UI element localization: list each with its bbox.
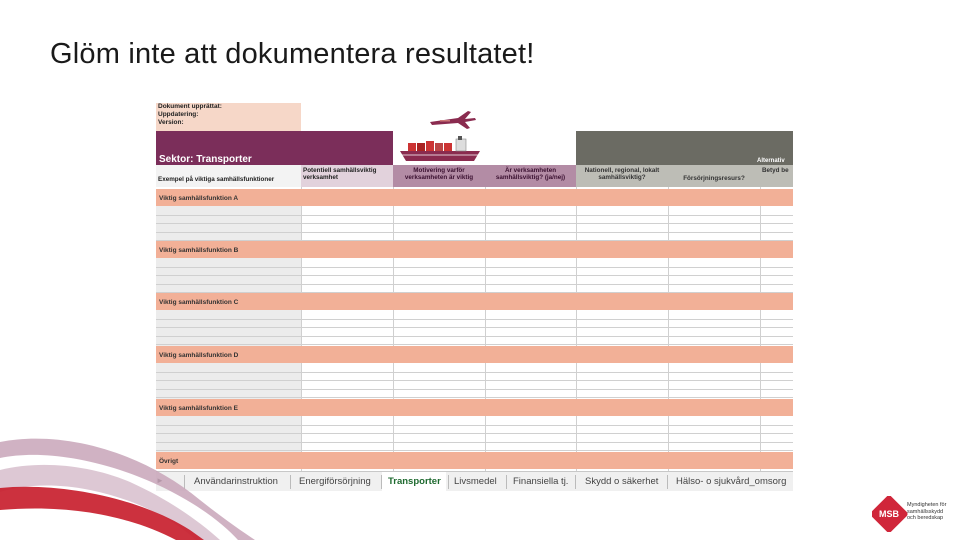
column-header-examples: Exempel på viktiga samhällsfunktioner [156,165,301,187]
grid-row-line [156,336,793,337]
grid-row-line [156,397,793,398]
section-row [156,399,793,416]
grid-first-column [156,363,301,399]
section-row [156,189,793,206]
column-header-supply: Försörjningsresurs? [668,165,760,187]
column-header-level: Nationell, regional, lokalt samhällsviktig? [576,165,668,187]
tab-finansiella[interactable]: Finansiella tj. [513,476,569,487]
grid-row-line [156,319,793,320]
tab-separator [381,475,382,489]
tab-separator [448,475,449,489]
grid-row-line [156,267,793,268]
section-label: Viktig samhällsfunktion D [159,352,239,359]
grid-column-line [760,187,761,471]
grid-column-line [576,187,577,471]
airplane-icon [428,109,478,131]
grid-row-line [156,284,793,285]
logo-agency-name [907,502,946,522]
column-header-is-vital: Är verksamheten samhällsviktig? (ja/nej) [485,165,576,187]
alternative-label: Alternativ [757,158,785,164]
grid-row-line [156,215,793,216]
msb-logo-mark: MSB [879,509,899,519]
grid-column-line [485,187,486,471]
grid-row-line [156,344,793,345]
grid-column-line [301,187,302,471]
cargo-ship-icon [398,135,482,163]
section-label: Övrigt [159,458,179,465]
tab-energiforsorjning[interactable]: Energiförsörjning [299,476,371,487]
column-header-motivation: Motivering varför verksamheten är viktig [393,165,485,187]
grid-row-line [156,389,793,390]
meta-version: Version: [158,119,184,126]
logo-line: Myndigheten för [907,502,947,508]
sector-label: Sektor: Transporter [159,154,252,165]
section-label: Viktig samhällsfunktion A [159,195,239,202]
grid-first-column [156,310,301,346]
section-label: Viktig samhällsfunktion B [159,247,239,254]
grid-row-line [156,372,793,373]
logo-line: och beredskap [907,515,944,521]
grid-row-line [156,327,793,328]
tab-separator [575,475,576,489]
tab-skydd-sakerhet[interactable]: Skydd o säkerhet [585,476,659,487]
meta-updated: Uppdatering: [158,111,199,118]
section-row [156,293,793,310]
grid-row-line [156,232,793,233]
grid-column-line [668,187,669,471]
tab-separator [667,475,668,489]
grid-row-line [156,223,793,224]
section-row [156,241,793,258]
grid-row-line [156,380,793,381]
tab-livsmedel[interactable]: Livsmedel [454,476,497,487]
grid-row-line [156,275,793,276]
tab-anvandarinstruktion[interactable]: Användarinstruktion [194,476,278,487]
document-meta [156,103,301,131]
tab-separator [506,475,507,489]
column-header-potential: Potentiell samhällsviktig verksamhet [301,165,393,187]
tab-transporter[interactable]: Transporter [388,476,441,487]
section-row [156,346,793,363]
decorative-swoosh [0,420,300,540]
logo-line: samhällsskydd [907,508,944,515]
grid-column-line [393,187,394,471]
tab-halso-sjukvard[interactable]: Hälso- o sjukvård_omsorg [676,476,787,487]
section-label: Viktig samhällsfunktion C [159,299,239,306]
slide-title: Glöm inte att dokumentera resultatet! [50,38,535,70]
meta-created: Dokument upprättat: [158,103,222,110]
section-label: Viktig samhällsfunktion E [159,405,238,412]
column-header-importance: Betyd be [760,165,793,187]
